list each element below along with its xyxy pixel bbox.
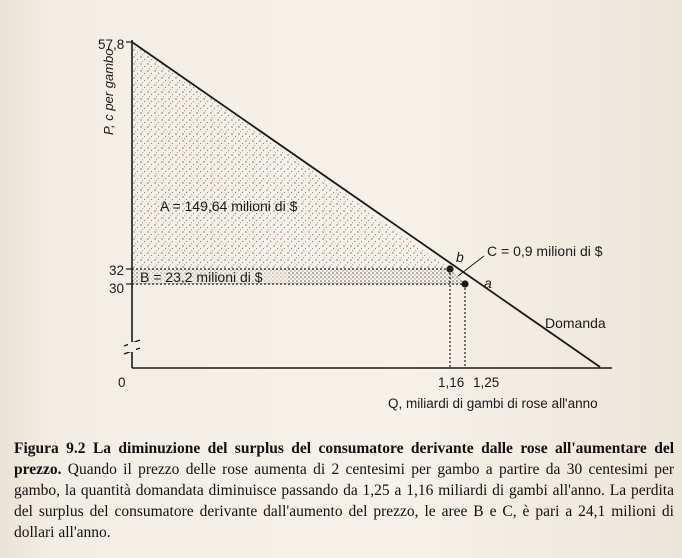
x-tick-1-16: 1,16 — [438, 375, 465, 390]
caption-figure-number: Figura 9.2 — [14, 440, 86, 457]
point-a-marker — [461, 280, 468, 287]
x-tick-0: 0 — [118, 375, 126, 390]
y-tick-57-8: 57,8 — [98, 37, 125, 52]
label-B: B = 23,2 milioni di $ — [140, 269, 263, 285]
caption-body: Quando il prezzo delle rose aumenta di 2 centesimi per gambo a partire da 30 centesimi per gambo, la quantità domandata diminuisce passando da 1,25 a 1,16 miliardi di gambi all'anno. La perdita del surplus del consumatore derivante dall'aumento del prezzo, le aree B e C, è pari a 24,1 milioni di dollari all'anno. — [14, 461, 674, 541]
figure-caption — [14, 438, 674, 543]
x-axis-title: Q, miliardi di gambi di rose all'anno — [388, 396, 598, 411]
point-b-label: b — [456, 249, 464, 265]
point-a-label: a — [484, 275, 492, 291]
caption-title: La diminuzione del surplus del consumatore derivante dalle rose all'aumentare del prezzo. — [14, 440, 675, 478]
y-axis-title: P, c per gambo — [101, 48, 116, 135]
point-b-marker — [446, 265, 453, 272]
label-C: C = 0,9 milioni di $ — [487, 243, 603, 259]
y-tick-30: 30 — [109, 281, 125, 296]
demand-label: Domanda — [545, 315, 606, 331]
y-axis-break-gap — [128, 342, 136, 352]
label-A: A = 149,64 milioni di $ — [160, 198, 298, 214]
y-tick-32: 32 — [109, 263, 125, 278]
x-tick-1-25: 1,25 — [473, 375, 500, 390]
